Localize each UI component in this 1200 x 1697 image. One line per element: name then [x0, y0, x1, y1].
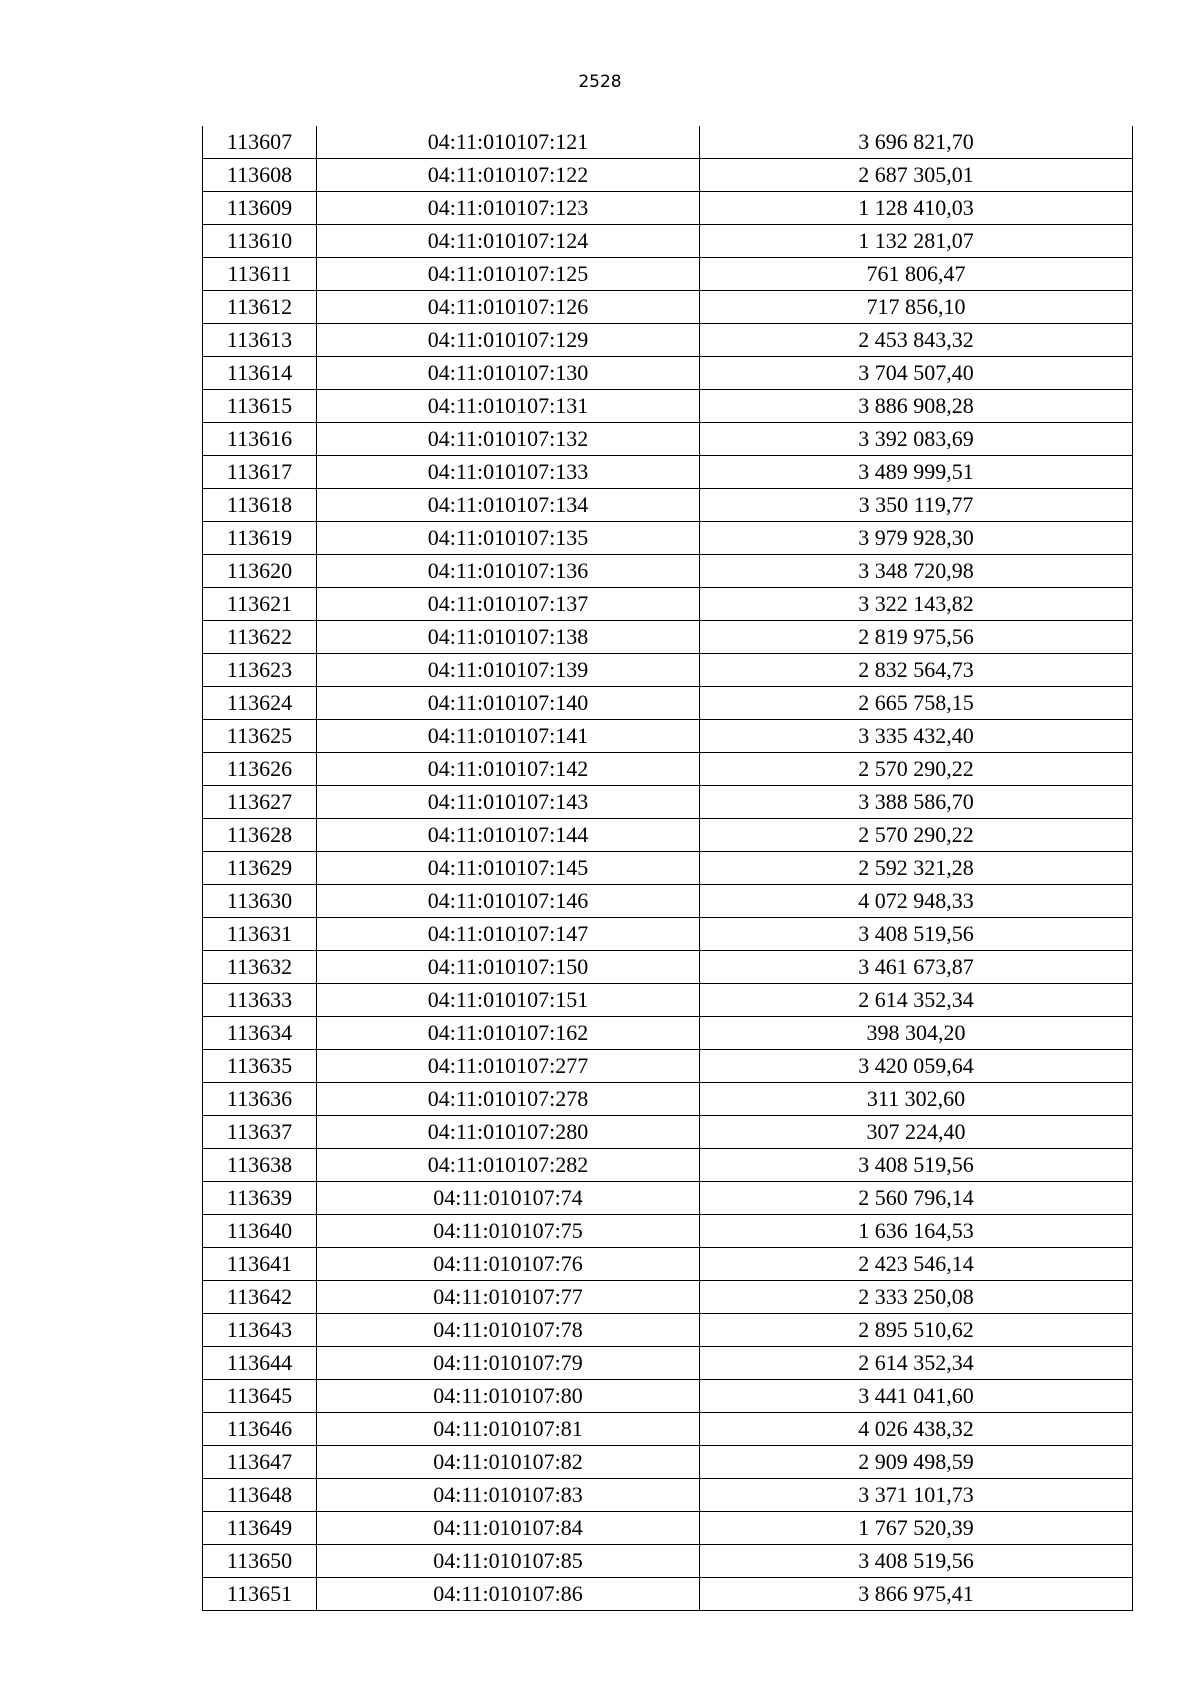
row-number-cell: 113641	[203, 1248, 317, 1281]
cadastral-value-cell: 3 335 432,40	[700, 720, 1133, 753]
row-number-cell: 113644	[203, 1347, 317, 1380]
row-number-cell: 113622	[203, 621, 317, 654]
row-number-cell: 113651	[203, 1578, 317, 1611]
cadastral-value-cell: 3 408 519,56	[700, 1149, 1133, 1182]
table-row	[203, 852, 1133, 885]
cadastral-value-cell: 2 570 290,22	[700, 819, 1133, 852]
row-number-cell: 113616	[203, 423, 317, 456]
cadastral-number-cell: 04:11:010107:146	[317, 885, 700, 918]
cadastral-value-cell: 398 304,20	[700, 1017, 1133, 1050]
row-number-cell: 113619	[203, 522, 317, 555]
cadastral-number-cell: 04:11:010107:86	[317, 1578, 700, 1611]
cadastral-value-cell: 3 408 519,56	[700, 1545, 1133, 1578]
cadastral-value-cell: 2 909 498,59	[700, 1446, 1133, 1479]
row-number-cell: 113620	[203, 555, 317, 588]
table-row	[203, 423, 1133, 456]
row-number-cell: 113631	[203, 918, 317, 951]
table-row	[203, 357, 1133, 390]
table-row	[203, 654, 1133, 687]
row-number-cell: 113632	[203, 951, 317, 984]
cadastral-value-cell: 2 687 305,01	[700, 159, 1133, 192]
cadastral-number-cell: 04:11:010107:278	[317, 1083, 700, 1116]
table-row	[203, 1545, 1133, 1578]
cadastral-number-cell: 04:11:010107:147	[317, 918, 700, 951]
cadastral-value-cell: 3 322 143,82	[700, 588, 1133, 621]
row-number-cell: 113648	[203, 1479, 317, 1512]
cadastral-value-cell: 3 392 083,69	[700, 423, 1133, 456]
cadastral-number-cell: 04:11:010107:141	[317, 720, 700, 753]
cadastral-value-cell: 3 696 821,70	[700, 126, 1133, 159]
row-number-cell: 113611	[203, 258, 317, 291]
cadastral-value-cell: 2 614 352,34	[700, 1347, 1133, 1380]
cadastral-number-cell: 04:11:010107:126	[317, 291, 700, 324]
cadastral-number-cell: 04:11:010107:280	[317, 1116, 700, 1149]
cadastral-number-cell: 04:11:010107:81	[317, 1413, 700, 1446]
row-number-cell: 113640	[203, 1215, 317, 1248]
table-row	[203, 1017, 1133, 1050]
row-number-cell: 113650	[203, 1545, 317, 1578]
table-row	[203, 720, 1133, 753]
cadastral-value-cell: 3 420 059,64	[700, 1050, 1133, 1083]
row-number-cell: 113629	[203, 852, 317, 885]
cadastral-value-cell: 3 886 908,28	[700, 390, 1133, 423]
cadastral-number-cell: 04:11:010107:131	[317, 390, 700, 423]
table-body	[203, 126, 1133, 1611]
cadastral-number-cell: 04:11:010107:145	[317, 852, 700, 885]
cadastral-value-cell: 3 704 507,40	[700, 357, 1133, 390]
cadastral-number-cell: 04:11:010107:143	[317, 786, 700, 819]
cadastral-value-cell: 3 350 119,77	[700, 489, 1133, 522]
table-row	[203, 1116, 1133, 1149]
table-row	[203, 984, 1133, 1017]
cadastral-number-cell: 04:11:010107:139	[317, 654, 700, 687]
cadastral-value-cell: 3 408 519,56	[700, 918, 1133, 951]
table-row	[203, 1314, 1133, 1347]
table-row	[203, 159, 1133, 192]
table-row	[203, 1083, 1133, 1116]
cadastral-value-cell: 4 072 948,33	[700, 885, 1133, 918]
cadastral-number-cell: 04:11:010107:123	[317, 192, 700, 225]
cadastral-number-cell: 04:11:010107:132	[317, 423, 700, 456]
table-row	[203, 489, 1133, 522]
cadastral-value-cell: 2 570 290,22	[700, 753, 1133, 786]
row-number-cell: 113646	[203, 1413, 317, 1446]
cadastral-value-cell: 2 333 250,08	[700, 1281, 1133, 1314]
table-row	[203, 1248, 1133, 1281]
cadastral-number-cell: 04:11:010107:75	[317, 1215, 700, 1248]
table-row	[203, 819, 1133, 852]
table-row	[203, 1479, 1133, 1512]
table-row	[203, 258, 1133, 291]
page-number: 2528	[578, 72, 622, 92]
row-number-cell: 113624	[203, 687, 317, 720]
cadastral-value-cell: 311 302,60	[700, 1083, 1133, 1116]
cadastral-value-cell: 761 806,47	[700, 258, 1133, 291]
cadastral-number-cell: 04:11:010107:77	[317, 1281, 700, 1314]
cadastral-value-cell: 1 636 164,53	[700, 1215, 1133, 1248]
row-number-cell: 113614	[203, 357, 317, 390]
row-number-cell: 113607	[203, 126, 317, 159]
cadastral-value-cell: 307 224,40	[700, 1116, 1133, 1149]
row-number-cell: 113613	[203, 324, 317, 357]
row-number-cell: 113637	[203, 1116, 317, 1149]
table-row	[203, 1149, 1133, 1182]
cadastral-number-cell: 04:11:010107:142	[317, 753, 700, 786]
cadastral-number-cell: 04:11:010107:78	[317, 1314, 700, 1347]
cadastral-number-cell: 04:11:010107:80	[317, 1380, 700, 1413]
table-row	[203, 192, 1133, 225]
row-number-cell: 113649	[203, 1512, 317, 1545]
row-number-cell: 113617	[203, 456, 317, 489]
cadastral-number-cell: 04:11:010107:134	[317, 489, 700, 522]
cadastral-number-cell: 04:11:010107:137	[317, 588, 700, 621]
cadastral-number-cell: 04:11:010107:130	[317, 357, 700, 390]
cadastral-value-cell: 3 388 586,70	[700, 786, 1133, 819]
cadastral-value-table	[202, 126, 1133, 1611]
cadastral-number-cell: 04:11:010107:277	[317, 1050, 700, 1083]
cadastral-number-cell: 04:11:010107:79	[317, 1347, 700, 1380]
cadastral-value-cell: 2 819 975,56	[700, 621, 1133, 654]
table-row	[203, 786, 1133, 819]
table-row	[203, 1182, 1133, 1215]
row-number-cell: 113621	[203, 588, 317, 621]
cadastral-value-cell: 3 441 041,60	[700, 1380, 1133, 1413]
cadastral-value-cell: 2 832 564,73	[700, 654, 1133, 687]
row-number-cell: 113610	[203, 225, 317, 258]
cadastral-number-cell: 04:11:010107:82	[317, 1446, 700, 1479]
cadastral-number-cell: 04:11:010107:125	[317, 258, 700, 291]
row-number-cell: 113642	[203, 1281, 317, 1314]
cadastral-number-cell: 04:11:010107:74	[317, 1182, 700, 1215]
row-number-cell: 113639	[203, 1182, 317, 1215]
cadastral-value-cell: 3 348 720,98	[700, 555, 1133, 588]
table-row	[203, 1446, 1133, 1479]
row-number-cell: 113645	[203, 1380, 317, 1413]
row-number-cell: 113633	[203, 984, 317, 1017]
row-number-cell: 113630	[203, 885, 317, 918]
table-row	[203, 456, 1133, 489]
cadastral-value-cell: 2 614 352,34	[700, 984, 1133, 1017]
table-row	[203, 918, 1133, 951]
table-row	[203, 291, 1133, 324]
cadastral-number-cell: 04:11:010107:282	[317, 1149, 700, 1182]
row-number-cell: 113647	[203, 1446, 317, 1479]
cadastral-number-cell: 04:11:010107:140	[317, 687, 700, 720]
cadastral-number-cell: 04:11:010107:144	[317, 819, 700, 852]
table-row	[203, 621, 1133, 654]
cadastral-number-cell: 04:11:010107:124	[317, 225, 700, 258]
cadastral-number-cell: 04:11:010107:150	[317, 951, 700, 984]
row-number-cell: 113636	[203, 1083, 317, 1116]
row-number-cell: 113643	[203, 1314, 317, 1347]
table-row	[203, 225, 1133, 258]
table-row	[203, 687, 1133, 720]
row-number-cell: 113627	[203, 786, 317, 819]
cadastral-value-cell: 2 895 510,62	[700, 1314, 1133, 1347]
cadastral-number-cell: 04:11:010107:76	[317, 1248, 700, 1281]
cadastral-value-cell: 2 592 321,28	[700, 852, 1133, 885]
table-row	[203, 1380, 1133, 1413]
row-number-cell: 113612	[203, 291, 317, 324]
table-row	[203, 324, 1133, 357]
row-number-cell: 113609	[203, 192, 317, 225]
row-number-cell: 113623	[203, 654, 317, 687]
row-number-cell: 113608	[203, 159, 317, 192]
cadastral-number-cell: 04:11:010107:85	[317, 1545, 700, 1578]
cadastral-number-cell: 04:11:010107:138	[317, 621, 700, 654]
table-row	[203, 522, 1133, 555]
cadastral-number-cell: 04:11:010107:122	[317, 159, 700, 192]
cadastral-value-cell: 2 453 843,32	[700, 324, 1133, 357]
cadastral-value-cell: 2 665 758,15	[700, 687, 1133, 720]
table-row	[203, 1413, 1133, 1446]
table-row	[203, 126, 1133, 159]
cadastral-value-cell: 3 461 673,87	[700, 951, 1133, 984]
cadastral-number-cell: 04:11:010107:83	[317, 1479, 700, 1512]
cadastral-value-cell: 3 489 999,51	[700, 456, 1133, 489]
table-row	[203, 555, 1133, 588]
table-row	[203, 1050, 1133, 1083]
cadastral-number-cell: 04:11:010107:151	[317, 984, 700, 1017]
cadastral-value-cell: 1 767 520,39	[700, 1512, 1133, 1545]
cadastral-value-cell: 2 423 546,14	[700, 1248, 1133, 1281]
row-number-cell: 113615	[203, 390, 317, 423]
cadastral-number-cell: 04:11:010107:135	[317, 522, 700, 555]
table-row	[203, 1512, 1133, 1545]
cadastral-value-cell: 3 866 975,41	[700, 1578, 1133, 1611]
row-number-cell: 113626	[203, 753, 317, 786]
cadastral-value-cell: 2 560 796,14	[700, 1182, 1133, 1215]
cadastral-value-cell: 717 856,10	[700, 291, 1133, 324]
cadastral-value-cell: 4 026 438,32	[700, 1413, 1133, 1446]
cadastral-number-cell: 04:11:010107:121	[317, 126, 700, 159]
table-row	[203, 1578, 1133, 1611]
cadastral-number-cell: 04:11:010107:84	[317, 1512, 700, 1545]
cadastral-number-cell: 04:11:010107:136	[317, 555, 700, 588]
table-row	[203, 951, 1133, 984]
table-row	[203, 1347, 1133, 1380]
cadastral-number-cell: 04:11:010107:133	[317, 456, 700, 489]
table-row	[203, 1215, 1133, 1248]
row-number-cell: 113618	[203, 489, 317, 522]
cadastral-value-cell: 1 132 281,07	[700, 225, 1133, 258]
row-number-cell: 113638	[203, 1149, 317, 1182]
table-row	[203, 588, 1133, 621]
table-row	[203, 753, 1133, 786]
cadastral-value-cell: 3 979 928,30	[700, 522, 1133, 555]
cadastral-value-cell: 1 128 410,03	[700, 192, 1133, 225]
table-row	[203, 1281, 1133, 1314]
table-row	[203, 885, 1133, 918]
cadastral-number-cell: 04:11:010107:129	[317, 324, 700, 357]
row-number-cell: 113634	[203, 1017, 317, 1050]
row-number-cell: 113625	[203, 720, 317, 753]
cadastral-number-cell: 04:11:010107:162	[317, 1017, 700, 1050]
row-number-cell: 113628	[203, 819, 317, 852]
row-number-cell: 113635	[203, 1050, 317, 1083]
cadastral-value-cell: 3 371 101,73	[700, 1479, 1133, 1512]
table-row	[203, 390, 1133, 423]
